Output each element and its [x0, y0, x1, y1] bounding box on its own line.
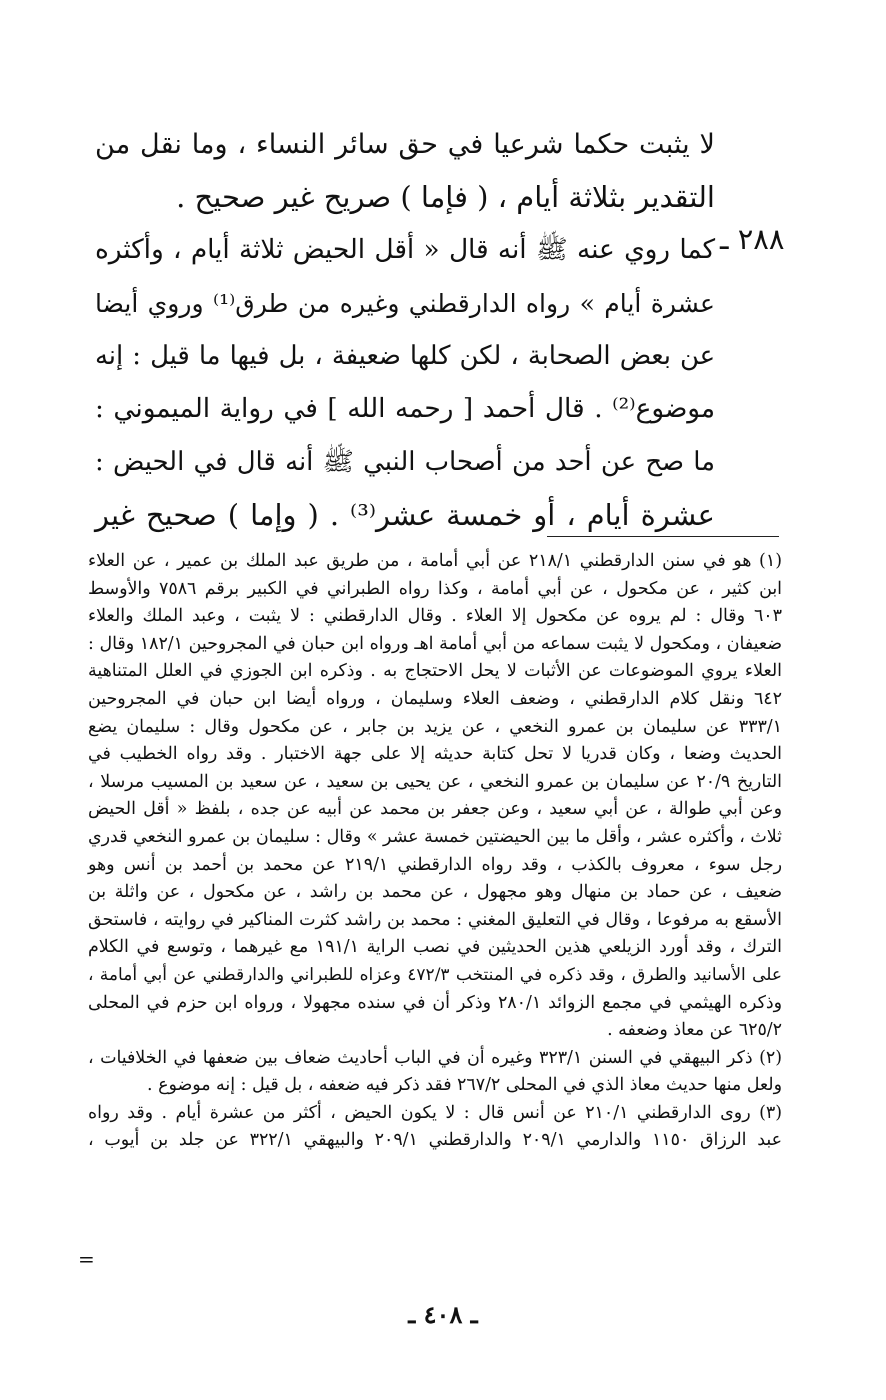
footnote-line: العلاء يروي الموضوعات عن الأثبات لا يحل الاحتجاج به . وذكره ابن الجوزي في العلل المتناهية [88, 661, 782, 682]
footnote-line: رجل سوء ، معروف بالكذب ، وقد رواه الدارقطني ٢١٩/١ عن محمد بن أحمد بن أنس وهو [88, 854, 782, 875]
main-text [95, 118, 715, 542]
continuation-mark: = [78, 1247, 95, 1271]
hadith-line: عشرة أيام » رواه الدارقطني وغيره من طرق⁽¹⁾ وروي أيضا [95, 289, 715, 318]
footnote-line: الأسقع به مرفوعا ، وقال في التعليق المغني : محمد بن راشد كثرت المناكير في روايته ، فاستحق [88, 909, 782, 930]
hadith-line: عشرة أيام ، أو خمسة عشر⁽³⁾ . ( وإما ) صحيح غير [95, 498, 715, 532]
footnote-line: الترك ، وقد أورد الزيلعي هذين الحديثين في نصب الراية ١٩١/١ مع غيرهما ، وتوسع في الكلام [88, 937, 782, 958]
footnote-line: (١) هو في سنن الدارقطني ٢١٨/١ عن أبي أمامة ، من طريق عبد الملك بن عمير ، عن العلاء [88, 551, 782, 571]
footnote-line: ٦٤٢ ونقل كلام الدارقطني ، وضعف العلاء وسليمان ، ورواه أيضا ابن حبان في المجروحين [88, 688, 782, 709]
footnote-line: على الأسانيد والطرق ، وقد ذكره في المنتخب ٤٧٢/٣ وعزاه للطبراني والدارقطني عن أبي أمامة ، [88, 964, 783, 985]
footnotes [88, 548, 782, 1155]
footnote-divider [547, 536, 779, 537]
footnote-line: الحديث وضعا ، وكان قدريا لا تحل كتابة حديثه إلا على جهة الاختبار . وقد رواه الخطيب في [88, 744, 782, 765]
hadith-number: ٢٨٨ ـ [720, 222, 785, 256]
hadith-line: كما روي عنه ﷺ أنه قال « أقل الحيض ثلاثة أيام ، وأكثره [95, 235, 715, 265]
footnote-line: (٢) ذكر البيهقي في السنن ٣٢٣/١ وغيره أن في الباب أحاديث ضعاف بين ضعفها في الخلافيات ، [88, 1047, 783, 1068]
footnote-line: ولعل منها حديث معاذ الذي في المحلى ٢٦٧/٢ فقد ذكر فيه ضعفه ، بل قيل : إنه موضوع . [147, 1075, 782, 1096]
footnote-line: ثلاث ، وأكثره عشر ، وأقل ما بين الحيضتين خمسة عشر » وقال : سليمان بن عمرو النخعي قدري [88, 826, 782, 847]
hadith-line: عن بعض الصحابة ، لكن كلها ضعيفة ، بل فيها ما قيل : إنه [95, 341, 715, 371]
footnote-line: وذكره الهيثمي في مجمع الزوائد ٢٨٠/١ وذكر أن في سنده مجهولا ، ورواه ابن حزم في المحلى [88, 992, 783, 1013]
footnote-line: ٣٣٣/١ عن سليمان بن عمرو النخعي ، عن يزيد بن جابر ، عن مكحول وقال : سليمان يضع [88, 716, 782, 737]
footnote-line: وعن أبي طوالة ، عن أبي سعيد ، وعن جعفر بن محمد عن أبيه عن جده ، بلفظ « أقل الحيض [88, 799, 782, 820]
page-number: ـ ٤٠٨ ـ [408, 1300, 478, 1329]
footnote-line: ٦٠٣ وقال : لم يروه عن مكحول إلا العلاء . وقال الدارقطني : لا يثبت ، وعبد الملك والعلاء [88, 606, 782, 627]
footnote-line: ضعيفان ، ومكحول لا يثبت سماعه من أبي أمامة اهـ ورواه ابن حبان في المجروحين ١٨٢/١ وقال : [88, 633, 783, 654]
footnote-line: عبد الرزاق ١١٥٠ والدارمي ٢٠٩/١ والدارقطني ٢٠٩/١ والبيهقي ٣٢٢/١ عن جلد بن أيوب ، [88, 1130, 782, 1151]
footnote-line: التاريخ ٢٠/٩ عن سليمان بن عمرو النخعي ، عن يحيى بن سعيد ، عن سعيد بن المسيب مرسلا ، [88, 771, 783, 792]
footnote-line: ٦٢٥/٢ عن معاذ وضعفه . [607, 1020, 782, 1041]
footnote-line: (٣) روى الدارقطني ٢١٠/١ عن أنس قال : لا يكون الحيض ، أكثر من عشرة أيام . وقد رواه [88, 1102, 782, 1123]
hadith-line: موضوع⁽²⁾ . قال أحمد [ رحمه الله ] في رواية الميموني : [95, 394, 715, 424]
hadith-line: ما صح عن أحد من أصحاب النبي ﷺ أنه قال في الحيض : [95, 447, 715, 477]
main-line: لا يثبت حكما شرعيا في حق سائر النساء ، وما نقل من [95, 129, 715, 160]
main-line: التقدير بثلاثة أيام ، ( فإما ) صريح غير صحيح . [176, 180, 715, 214]
footnote-line: ابن كثير ، عن مكحول ، عن أبي أمامة ، وكذا رواه الطبراني في الكبير برقم ٧٥٨٦ والأوسط [88, 578, 782, 599]
footnote-line: ضعيف ، عن حماد بن منهال وهو مجهول ، عن محمد بن راشد ، عن مكحول ، عن واثلة بن [88, 882, 782, 903]
